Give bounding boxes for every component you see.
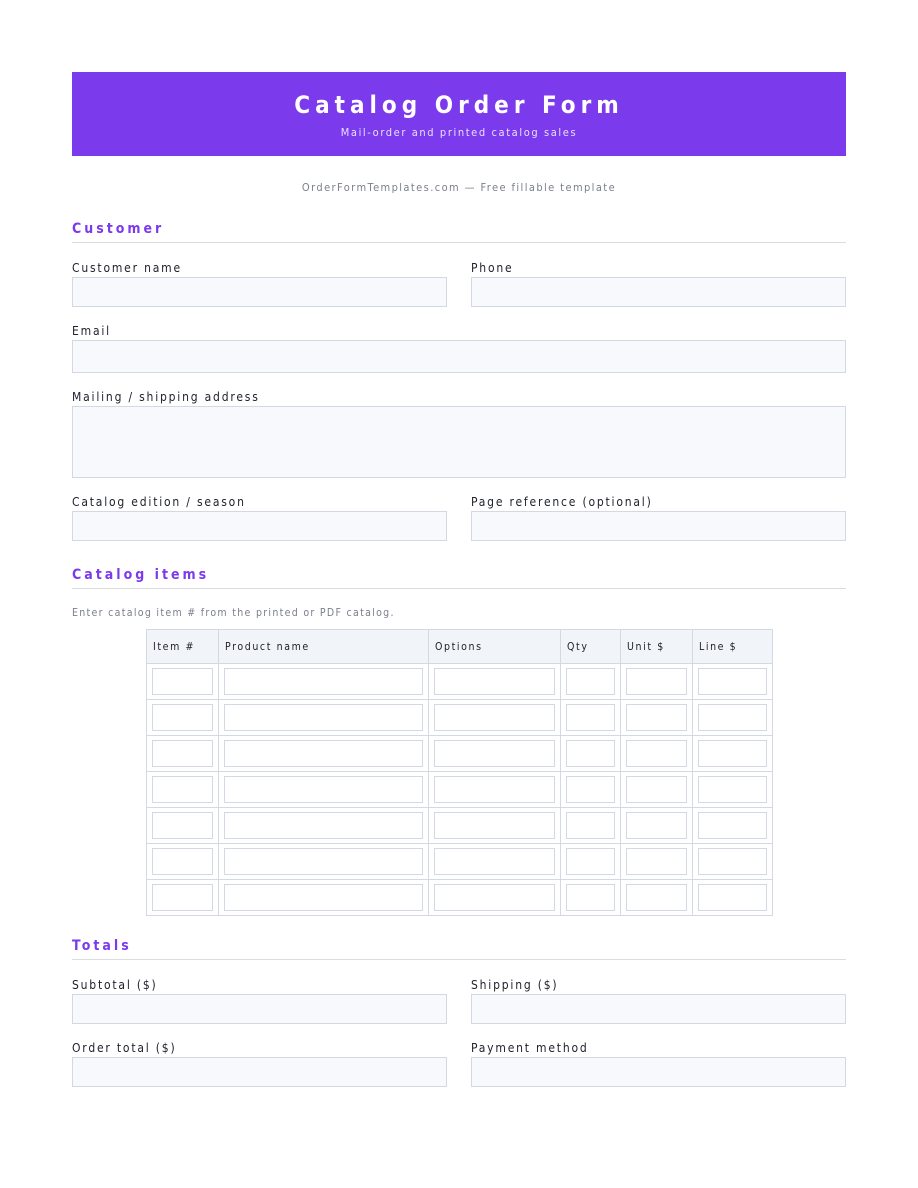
item-number-input[interactable] bbox=[152, 668, 213, 695]
line-total-input[interactable] bbox=[698, 884, 767, 911]
table-cell-item-number bbox=[147, 736, 219, 772]
product-name-input[interactable] bbox=[224, 776, 423, 803]
table-row bbox=[147, 736, 773, 772]
table-cell-item-number bbox=[147, 880, 219, 916]
table-cell-options bbox=[429, 772, 561, 808]
column-header-line-total: Line $ bbox=[693, 630, 773, 664]
qty-input[interactable] bbox=[566, 668, 615, 695]
order-total-field[interactable] bbox=[72, 1057, 447, 1087]
table-cell-line-total bbox=[693, 880, 773, 916]
unit-price-input[interactable] bbox=[626, 704, 687, 731]
table-header-row bbox=[147, 630, 773, 664]
catalog-items-body bbox=[147, 664, 773, 916]
table-row bbox=[147, 700, 773, 736]
table-cell-unit-price bbox=[621, 844, 693, 880]
catalog-edition-label: Catalog edition / season bbox=[72, 495, 246, 509]
table-cell-options bbox=[429, 808, 561, 844]
section-title-customer: Customer bbox=[72, 221, 846, 243]
table-cell-line-total bbox=[693, 700, 773, 736]
table-cell-options bbox=[429, 844, 561, 880]
product-name-input[interactable] bbox=[224, 704, 423, 731]
qty-input[interactable] bbox=[566, 740, 615, 767]
table-cell-unit-price bbox=[621, 736, 693, 772]
shipping-label: Shipping ($) bbox=[471, 978, 559, 992]
table-cell-options bbox=[429, 736, 561, 772]
table-cell-item-number bbox=[147, 808, 219, 844]
customer-name-label: Customer name bbox=[72, 261, 182, 275]
table-cell-options bbox=[429, 880, 561, 916]
table-row bbox=[147, 844, 773, 880]
column-header-unit-price: Unit $ bbox=[621, 630, 693, 664]
table-cell-line-total bbox=[693, 808, 773, 844]
table-cell-line-total bbox=[693, 736, 773, 772]
table-cell-line-total bbox=[693, 772, 773, 808]
table-cell-qty bbox=[561, 808, 621, 844]
item-number-input[interactable] bbox=[152, 812, 213, 839]
form-subtitle: Mail-order and printed catalog sales bbox=[340, 126, 578, 139]
table-cell-product-name bbox=[219, 664, 429, 700]
section-title-catalog-items: Catalog items bbox=[72, 567, 846, 589]
qty-input[interactable] bbox=[566, 704, 615, 731]
table-cell-product-name bbox=[219, 700, 429, 736]
order-total-label: Order total ($) bbox=[72, 1041, 177, 1055]
line-total-input[interactable] bbox=[698, 848, 767, 875]
table-cell-product-name bbox=[219, 880, 429, 916]
table-cell-unit-price bbox=[621, 700, 693, 736]
table-cell-product-name bbox=[219, 844, 429, 880]
payment-method-label: Payment method bbox=[471, 1041, 589, 1055]
table-row bbox=[147, 664, 773, 700]
unit-price-input[interactable] bbox=[626, 740, 687, 767]
table-cell-item-number bbox=[147, 664, 219, 700]
qty-input[interactable] bbox=[566, 848, 615, 875]
table-cell-qty bbox=[561, 664, 621, 700]
options-input[interactable] bbox=[434, 884, 555, 911]
options-input[interactable] bbox=[434, 704, 555, 731]
email-label: Email bbox=[72, 324, 111, 338]
section-title-totals: Totals bbox=[72, 938, 846, 960]
catalog-items-table bbox=[146, 629, 773, 916]
unit-price-input[interactable] bbox=[626, 812, 687, 839]
payment-method-field[interactable] bbox=[471, 1057, 846, 1087]
product-name-input[interactable] bbox=[224, 668, 423, 695]
table-cell-qty bbox=[561, 844, 621, 880]
line-total-input[interactable] bbox=[698, 704, 767, 731]
item-number-input[interactable] bbox=[152, 704, 213, 731]
table-cell-options bbox=[429, 664, 561, 700]
item-number-input[interactable] bbox=[152, 776, 213, 803]
shipping-field[interactable] bbox=[471, 994, 846, 1024]
table-cell-unit-price bbox=[621, 772, 693, 808]
item-number-input[interactable] bbox=[152, 848, 213, 875]
table-cell-unit-price bbox=[621, 808, 693, 844]
table-cell-product-name bbox=[219, 736, 429, 772]
qty-input[interactable] bbox=[566, 884, 615, 911]
product-name-input[interactable] bbox=[224, 812, 423, 839]
product-name-input[interactable] bbox=[224, 740, 423, 767]
line-total-input[interactable] bbox=[698, 740, 767, 767]
qty-input[interactable] bbox=[566, 812, 615, 839]
address-label: Mailing / shipping address bbox=[72, 390, 260, 404]
form-header-banner bbox=[72, 72, 846, 156]
options-input[interactable] bbox=[434, 776, 555, 803]
subtotal-field[interactable] bbox=[72, 994, 447, 1024]
table-row bbox=[147, 772, 773, 808]
item-number-input[interactable] bbox=[152, 884, 213, 911]
subtotal-label: Subtotal ($) bbox=[72, 978, 158, 992]
table-cell-product-name bbox=[219, 772, 429, 808]
table-cell-item-number bbox=[147, 772, 219, 808]
line-total-input[interactable] bbox=[698, 668, 767, 695]
qty-input[interactable] bbox=[566, 776, 615, 803]
table-cell-line-total bbox=[693, 664, 773, 700]
phone-field[interactable] bbox=[471, 277, 846, 307]
unit-price-input[interactable] bbox=[626, 668, 687, 695]
unit-price-input[interactable] bbox=[626, 848, 687, 875]
column-header-qty: Qty bbox=[561, 630, 621, 664]
unit-price-input[interactable] bbox=[626, 776, 687, 803]
table-cell-line-total bbox=[693, 844, 773, 880]
table-cell-qty bbox=[561, 880, 621, 916]
column-header-options: Options bbox=[429, 630, 561, 664]
page-reference-field[interactable] bbox=[471, 511, 846, 541]
table-cell-qty bbox=[561, 700, 621, 736]
customer-name-field[interactable] bbox=[72, 277, 447, 307]
column-header-item-number: Item # bbox=[147, 630, 219, 664]
table-cell-qty bbox=[561, 772, 621, 808]
table-cell-unit-price bbox=[621, 664, 693, 700]
column-header-product-name: Product name bbox=[219, 630, 429, 664]
table-row bbox=[147, 808, 773, 844]
options-input[interactable] bbox=[434, 848, 555, 875]
item-number-input[interactable] bbox=[152, 740, 213, 767]
table-row bbox=[147, 880, 773, 916]
table-cell-options bbox=[429, 700, 561, 736]
table-cell-qty bbox=[561, 736, 621, 772]
catalog-edition-field[interactable] bbox=[72, 511, 447, 541]
table-cell-product-name bbox=[219, 808, 429, 844]
table-cell-unit-price bbox=[621, 880, 693, 916]
unit-price-input[interactable] bbox=[626, 884, 687, 911]
page-reference-label: Page reference (optional) bbox=[471, 495, 653, 509]
address-field[interactable] bbox=[72, 406, 846, 478]
catalog-items-hint: Enter catalog item # from the printed or PDF catalog. bbox=[72, 607, 395, 619]
line-total-input[interactable] bbox=[698, 776, 767, 803]
form-title: Catalog Order Form bbox=[294, 91, 624, 119]
table-cell-item-number bbox=[147, 700, 219, 736]
table-cell-item-number bbox=[147, 844, 219, 880]
options-input[interactable] bbox=[434, 668, 555, 695]
options-input[interactable] bbox=[434, 740, 555, 767]
source-line: OrderFormTemplates.com — Free fillable template bbox=[301, 181, 617, 194]
product-name-input[interactable] bbox=[224, 848, 423, 875]
options-input[interactable] bbox=[434, 812, 555, 839]
product-name-input[interactable] bbox=[224, 884, 423, 911]
line-total-input[interactable] bbox=[698, 812, 767, 839]
email-field[interactable] bbox=[72, 340, 846, 373]
phone-label: Phone bbox=[471, 261, 514, 275]
